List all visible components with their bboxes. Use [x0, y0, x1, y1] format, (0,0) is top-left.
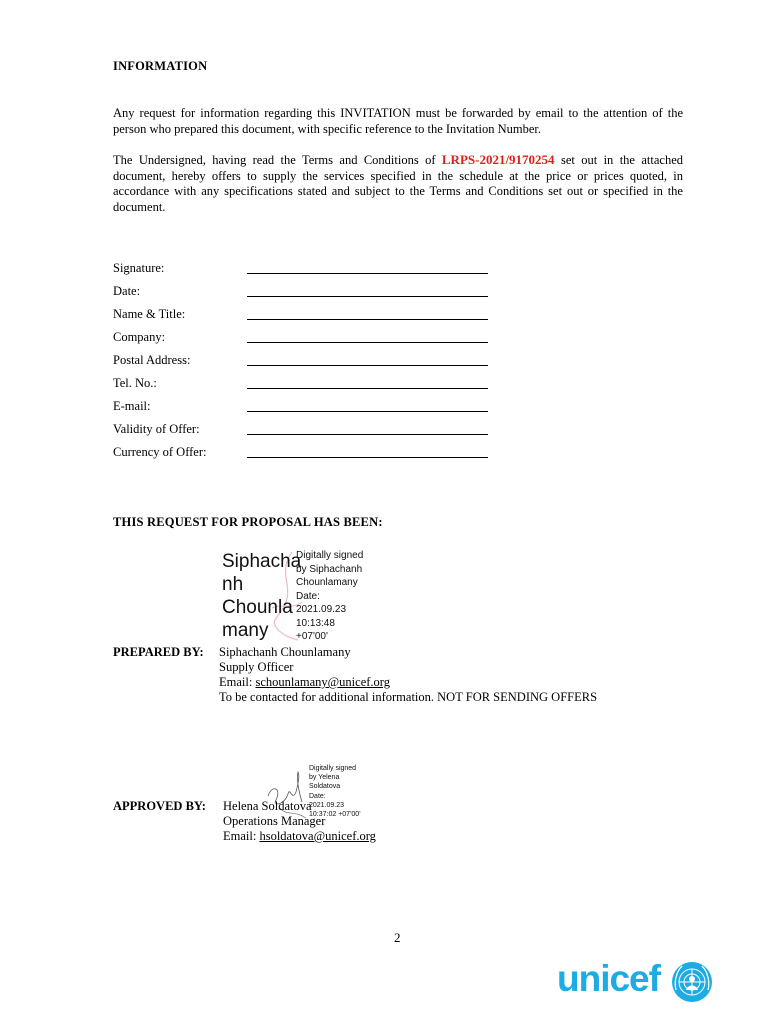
- stamp-line: 10:13:48: [296, 617, 335, 629]
- approved-by-block: [223, 799, 376, 844]
- signer-name-line: many: [222, 620, 269, 641]
- preparer-title: Supply Officer: [219, 660, 294, 674]
- currency-of-offer-label: Currency of Offer:: [113, 445, 207, 459]
- signer-name-block-1: [222, 550, 301, 642]
- date-label: Date:: [113, 284, 141, 298]
- signature-label: Signature:: [113, 261, 165, 275]
- preparer-name: Siphachanh Chounlamany: [219, 645, 351, 659]
- signer-name-line: Siphacha: [222, 551, 302, 572]
- preparer-email-row: [219, 675, 597, 690]
- stamp-line: by Yelena: [309, 774, 340, 782]
- preparer-note: To be contacted for additional information. NOT FOR SENDING OFFERS: [219, 690, 598, 704]
- stamp-line: Date:: [296, 590, 320, 602]
- company-line[interactable]: [247, 342, 488, 343]
- email-label: E-mail:: [113, 399, 151, 413]
- tel-no-line[interactable]: [247, 388, 488, 389]
- page-number: 2: [394, 930, 401, 945]
- approved-by-label: APPROVED BY:: [113, 799, 206, 813]
- proposal-heading: THIS REQUEST FOR PROPOSAL HAS BEEN:: [113, 515, 383, 529]
- unicef-logo-text: unicef: [557, 958, 660, 999]
- validity-of-offer-label: Validity of Offer:: [113, 422, 200, 436]
- stamp-line: Digitally signed: [309, 765, 357, 772]
- reference-number: LRPS-2021/9170254: [441, 152, 555, 167]
- stamp-line: +07'00': [296, 631, 328, 642]
- stamp-line: Chounlamany: [296, 577, 358, 588]
- approver-title: Operations Manager: [223, 814, 326, 828]
- prepared-by-block: [219, 645, 597, 705]
- stamp-line: 2021.09.23: [296, 604, 347, 615]
- tel-no-label: Tel. No.:: [113, 376, 157, 390]
- unicef-emblem-icon: [670, 960, 714, 1004]
- stamp-line: 2021.09.23: [309, 801, 345, 809]
- postal-address-label: Postal Address:: [113, 353, 191, 367]
- date-line[interactable]: [247, 296, 488, 297]
- approver-email-row: [223, 829, 376, 844]
- currency-of-offer-line[interactable]: [247, 457, 488, 458]
- name-title-line[interactable]: [247, 319, 488, 320]
- preparer-email-link[interactable]: schounlamany@unicef.org: [255, 675, 390, 689]
- stamp-line: by Siphachanh: [296, 563, 363, 575]
- postal-address-line[interactable]: [247, 365, 488, 366]
- email-line[interactable]: [247, 411, 488, 412]
- signer-name-line: nh: [222, 574, 244, 595]
- signer-name-line: Chounla: [222, 597, 293, 618]
- approver-name: Helena Soldatova: [223, 799, 312, 813]
- validity-of-offer-line[interactable]: [247, 434, 488, 435]
- name-title-label: Name & Title:: [113, 307, 186, 321]
- undersigned-text-end: set out in the attached document, hereby offers to supply the services specified in the schedule at the price or prices quoted, in accordance with any specifications stated and subject to the Terms and Conditions set out or specified in the document.: [113, 153, 683, 214]
- approver-email-link[interactable]: hsoldatova@unicef.org: [259, 829, 376, 843]
- signature-line[interactable]: [247, 273, 488, 274]
- email-prefix: Email:: [223, 829, 260, 843]
- stamp-line: 10:37:02 +07'00': [309, 811, 361, 819]
- stamp-line: Date:: [309, 792, 326, 800]
- email-prefix: Email:: [219, 675, 256, 689]
- stamp-line: Soldatova: [309, 783, 341, 791]
- company-label: Company:: [113, 330, 166, 344]
- information-heading: INFORMATION: [113, 59, 208, 73]
- undersigned-paragraph: [113, 152, 683, 215]
- prepared-by-label: PREPARED BY:: [113, 645, 204, 659]
- undersigned-text-start: The Undersigned, having read the Terms and Conditions of: [113, 153, 442, 167]
- information-paragraph: Any request for information regarding this INVITATION must be forwarded by email to the attention of the person who prepared this document, with specific reference to the Invitation Number.: [113, 106, 683, 136]
- stamp-line: Digitally signed: [296, 550, 364, 561]
- digital-stamp-1: [296, 549, 363, 644]
